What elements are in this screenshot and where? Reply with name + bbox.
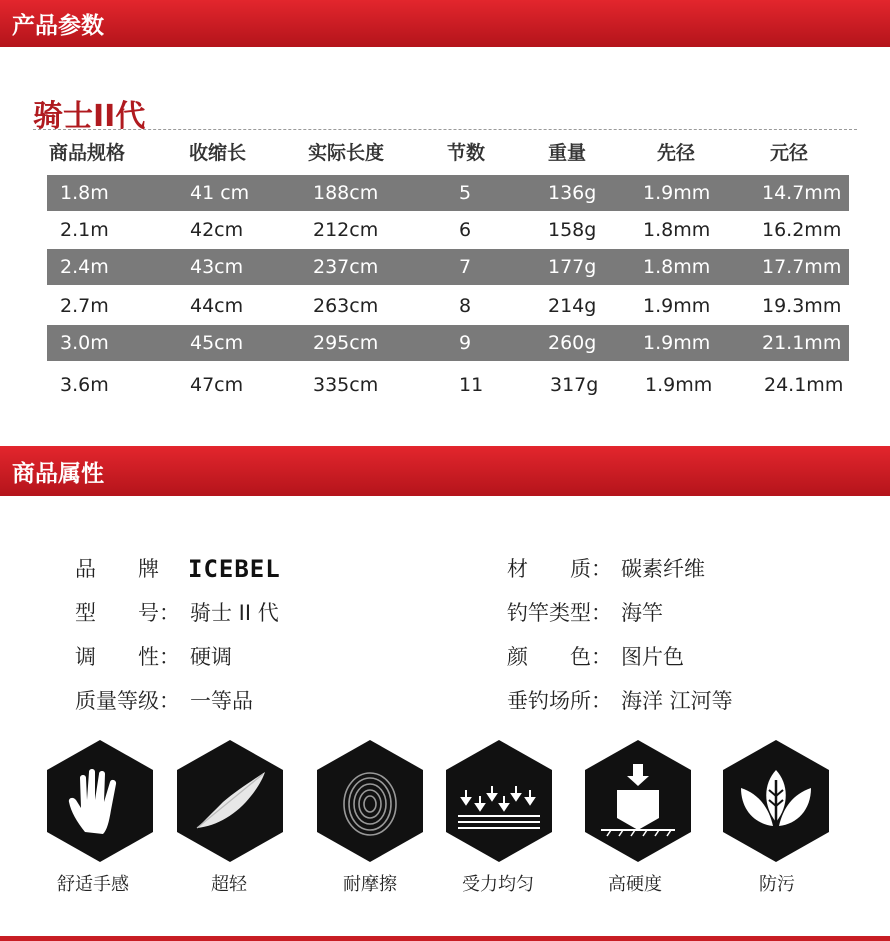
cell-tip: 1.9mm bbox=[645, 374, 713, 396]
table-row bbox=[47, 325, 849, 361]
header-actual-length: 实际长度 bbox=[308, 142, 385, 164]
feature-label-light: 超轻 bbox=[211, 874, 247, 895]
feature-label-even-force: 受力均匀 bbox=[462, 874, 534, 895]
model-label: 型 号： bbox=[75, 601, 180, 625]
header-spec: 商品规格 bbox=[49, 142, 126, 164]
cell-collapsed: 47cm bbox=[190, 374, 244, 396]
feature-label-abrasion: 耐摩擦 bbox=[343, 874, 397, 895]
cell-butt: 21.1mm bbox=[762, 332, 842, 354]
fingerprint-icon bbox=[317, 740, 423, 862]
cell-actual: 263cm bbox=[313, 295, 379, 317]
cell-sections: 6 bbox=[459, 219, 472, 241]
cell-sections: 9 bbox=[459, 332, 472, 354]
table-row bbox=[47, 212, 849, 248]
cell-tip: 1.8mm bbox=[643, 219, 711, 241]
rod-type-label: 钓竿类型： bbox=[507, 601, 612, 625]
model-title: 骑士II代 bbox=[33, 99, 146, 134]
feature-label-comfort: 舒适手感 bbox=[57, 874, 129, 895]
cell-actual: 237cm bbox=[313, 256, 379, 278]
cell-butt: 24.1mm bbox=[764, 374, 844, 396]
place-label: 垂钓场所： bbox=[507, 689, 612, 713]
cell-collapsed: 43cm bbox=[190, 256, 244, 278]
material-value: 碳素纤维 bbox=[621, 557, 705, 581]
cell-tip: 1.9mm bbox=[643, 332, 711, 354]
attrs-section-title: 商品属性 bbox=[12, 460, 104, 487]
cell-spec: 2.1m bbox=[60, 219, 109, 241]
table-row bbox=[47, 288, 849, 324]
header-tip-diameter: 先径 bbox=[657, 142, 696, 164]
table-header bbox=[0, 140, 890, 166]
model-value: 骑士 II 代 bbox=[190, 601, 279, 625]
header-butt-diameter: 元径 bbox=[770, 142, 809, 164]
cell-tip: 1.9mm bbox=[643, 295, 711, 317]
cell-sections: 7 bbox=[459, 256, 472, 278]
attrs-banner bbox=[0, 446, 890, 496]
cell-spec: 2.4m bbox=[60, 256, 109, 278]
cell-weight: 317g bbox=[550, 374, 599, 396]
table-row bbox=[47, 367, 849, 403]
cell-actual: 212cm bbox=[313, 219, 379, 241]
cell-tip: 1.8mm bbox=[643, 256, 711, 278]
table-row bbox=[47, 175, 849, 211]
tone-label: 调 性： bbox=[75, 645, 180, 669]
cell-collapsed: 41 cm bbox=[190, 182, 250, 204]
color-label: 颜 色： bbox=[507, 645, 612, 669]
cell-spec: 3.0m bbox=[60, 332, 109, 354]
header-sections: 节数 bbox=[447, 142, 486, 164]
params-banner bbox=[0, 0, 890, 47]
params-section-title: 产品参数 bbox=[12, 13, 104, 39]
cell-weight: 214g bbox=[548, 295, 597, 317]
grade-label: 质量等级： bbox=[75, 689, 180, 713]
cell-weight: 136g bbox=[548, 182, 597, 204]
cell-weight: 260g bbox=[548, 332, 597, 354]
feature-label-antifouling: 防污 bbox=[759, 874, 795, 895]
cell-butt: 14.7mm bbox=[762, 182, 842, 204]
cell-actual: 188cm bbox=[313, 182, 379, 204]
cell-spec: 3.6m bbox=[60, 374, 109, 396]
hardness-icon bbox=[585, 740, 691, 862]
brand-logo: ICEBEL bbox=[188, 555, 281, 583]
cell-butt: 19.3mm bbox=[762, 295, 842, 317]
cell-weight: 177g bbox=[548, 256, 597, 278]
cell-actual: 295cm bbox=[313, 332, 379, 354]
cell-collapsed: 45cm bbox=[190, 332, 244, 354]
force-arrows-icon bbox=[446, 740, 552, 862]
color-value: 图片色 bbox=[621, 645, 684, 669]
leaf-icon bbox=[723, 740, 829, 862]
cell-spec: 2.7m bbox=[60, 295, 109, 317]
header-weight: 重量 bbox=[548, 142, 587, 164]
bottom-divider bbox=[0, 936, 890, 941]
rod-type-value: 海竿 bbox=[621, 601, 663, 625]
hand-icon bbox=[47, 740, 153, 862]
cell-sections: 8 bbox=[459, 295, 472, 317]
cell-tip: 1.9mm bbox=[643, 182, 711, 204]
material-label: 材 质： bbox=[507, 557, 612, 581]
cell-spec: 1.8m bbox=[60, 182, 109, 204]
grade-value: 一等品 bbox=[190, 689, 253, 713]
brand-label: 品 牌 bbox=[75, 557, 159, 581]
tone-value: 硬调 bbox=[190, 645, 232, 669]
cell-collapsed: 42cm bbox=[190, 219, 244, 241]
cell-collapsed: 44cm bbox=[190, 295, 244, 317]
cell-butt: 17.7mm bbox=[762, 256, 842, 278]
cell-sections: 11 bbox=[459, 374, 484, 396]
cell-weight: 158g bbox=[548, 219, 597, 241]
dashed-divider bbox=[33, 129, 857, 130]
cell-actual: 335cm bbox=[313, 374, 379, 396]
cell-butt: 16.2mm bbox=[762, 219, 842, 241]
place-value: 海洋 江河等 bbox=[621, 689, 733, 713]
feature-label-hardness: 高硬度 bbox=[608, 874, 662, 895]
cell-sections: 5 bbox=[459, 182, 472, 204]
feather-icon bbox=[177, 740, 283, 862]
table-row bbox=[47, 249, 849, 285]
header-collapsed-length: 收缩长 bbox=[189, 142, 247, 164]
